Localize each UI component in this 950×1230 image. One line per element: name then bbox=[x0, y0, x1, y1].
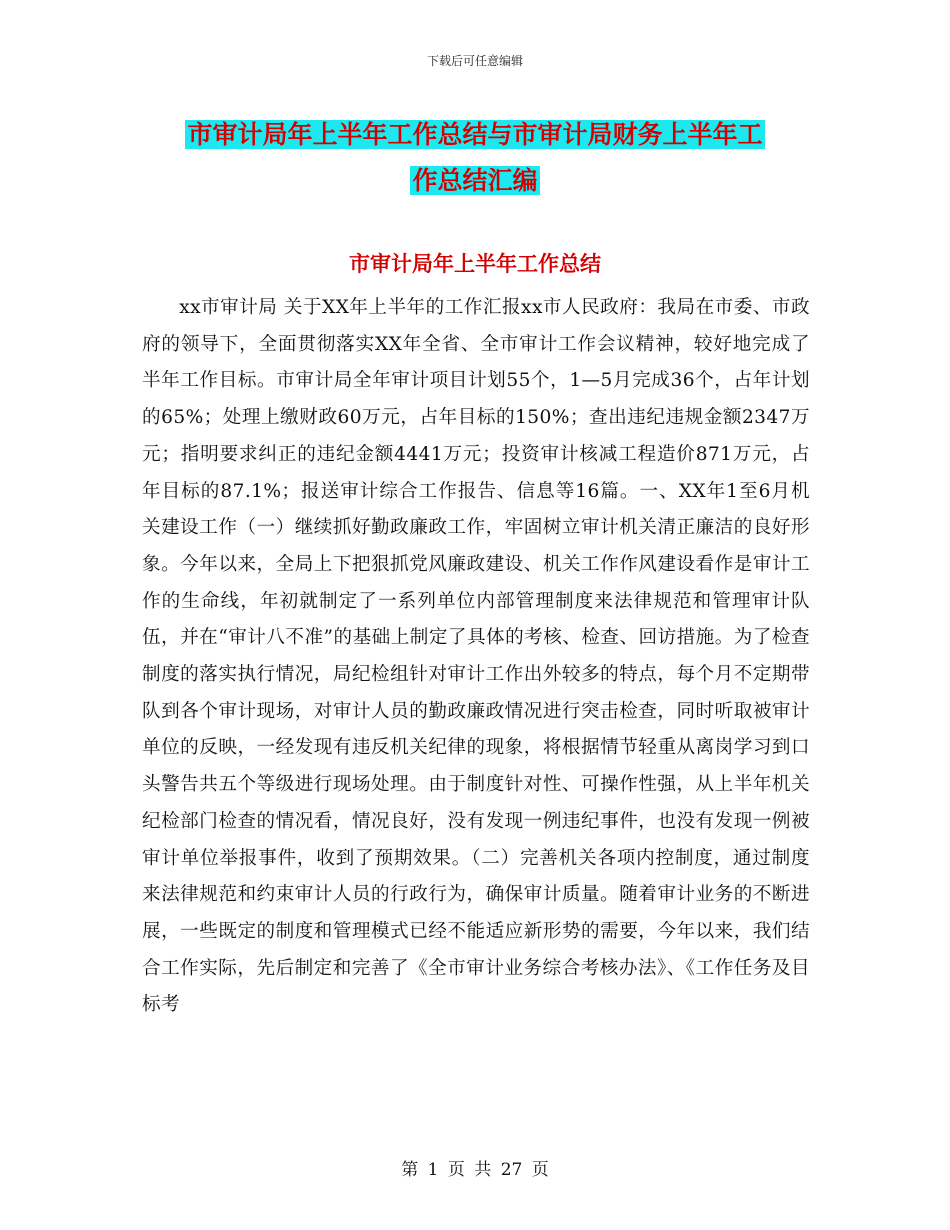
header-note: 下载后可任意编辑 bbox=[426, 54, 523, 68]
title-line-1: 市审计局年上半年工作总结与市审计局财务上半年工 bbox=[187, 120, 763, 149]
section-subtitle: 市审计局年上半年工作总结 bbox=[349, 251, 601, 276]
page-footer: 第 1 页 共 27 页 bbox=[401, 1160, 549, 1180]
title-line-2: 作总结汇编 bbox=[412, 166, 538, 195]
document-title bbox=[140, 112, 810, 204]
body-paragraph: xx市审计局 关于XX年上半年的工作汇报xx市人民政府：我局在市委、市政府的领导下，全面贯彻落实XX年全省、全市审计工作会议精神，较好地完成了半年工作目标。市审计局全年审计项目计划55个，1—5月完成36个，占年计划的65%；处理上缴财政60万元，占年目标的150%；查出违纪违规金额2347万元；指明要求纠正的违纪金额4441万元；投资审计核减工程造价871万元，占年目标的87.1%；报送审计综合工作报告、信息等16篇。一、XX年1至6月机关建设工作（一）继续抓好勤政廉政工作，牢固树立审计机关清正廉洁的良好形象。今年以来，全局上下把狠抓党风廉政建设、机关工作作风建设看作是审计工作的生命线，年初就制定了一系列单位内部管理制度来法律规范和管理审计队伍，并在“审计八不准”的基础上制定了具体的考核、检查、回访措施。为了检查制度的落实执行情况，局纪检组针对审计工作出外较多的特点，每个月不定期带队到各个审计现场，对审计人员的勤政廉政情况进行突击检查，同时听取被审计单位的反映，一经发现有违反机关纪律的现象，将根据情节轻重从离岗学习到口头警告共五个等级进行现场处理。由于制度针对性、可操作性强，从上半年机关纪检部门检查的情况看，情况良好，没有发现一例违纪事件，也没有发现一例被审计单位举报事件，收到了预期效果。（二）完善机关各项内控制度，通过制度来法律规范和约束审计人员的行政行为，确保审计质量。随着审计业务的不断进展，一些既定的制度和管理模式已经不能适应新形势的需要，今年以来，我们结合工作实际，先后制定和完善了《全市审计业务综合考核办法》、《工作任务及目标考 bbox=[142, 297, 810, 1016]
